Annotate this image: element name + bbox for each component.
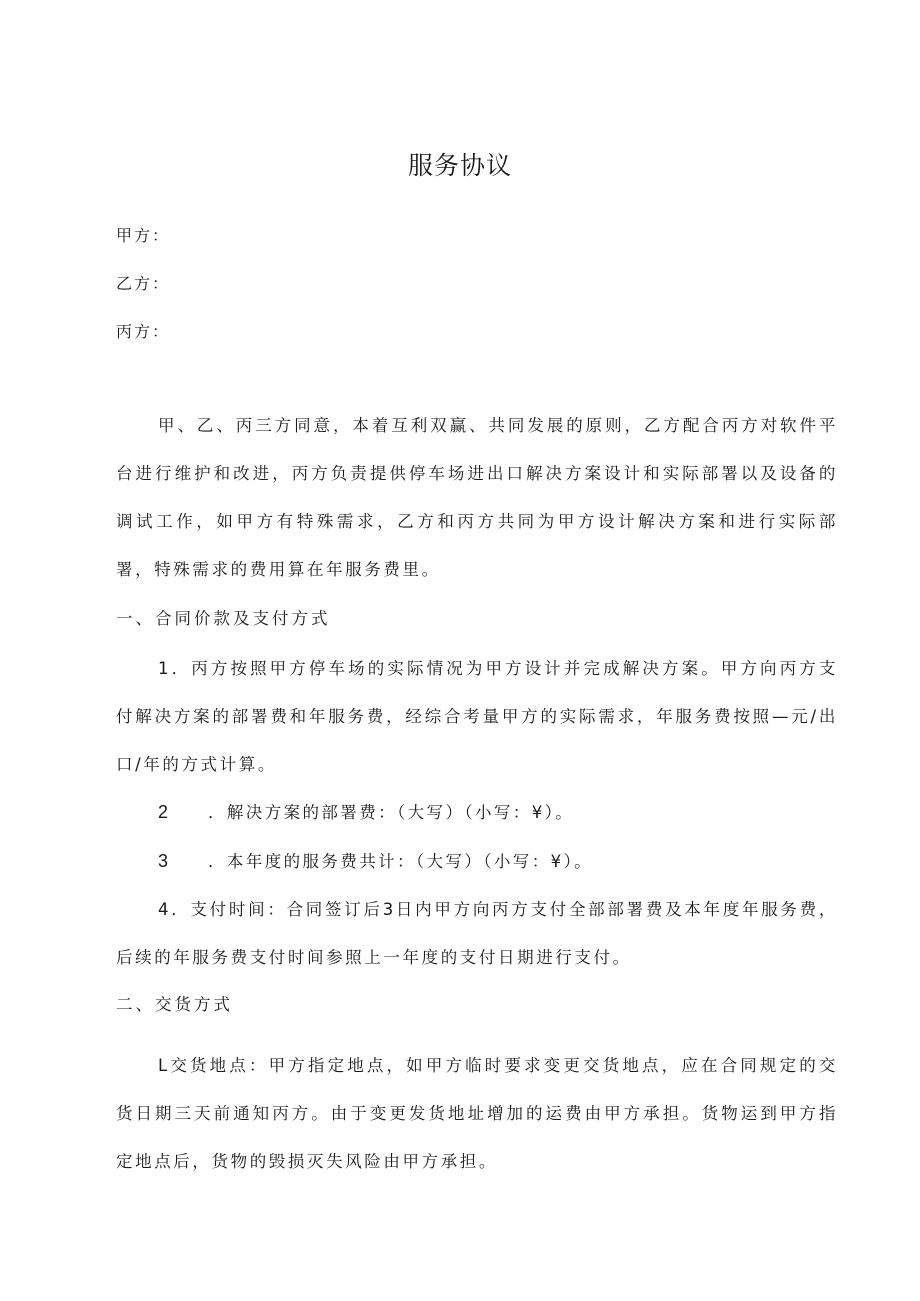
item-2-number: 2 bbox=[158, 802, 171, 822]
document-title: 服务协议 bbox=[407, 151, 512, 180]
item-2-text: ．解决方案的部署费：（大写）（小写：¥）。 bbox=[208, 803, 575, 822]
section-1-item-3 bbox=[158, 846, 593, 877]
intro-paragraph: 甲、乙、丙三方同意，本着互利双赢、共同发展的原则，乙方配合丙方对软件平台进行维护和改进，丙方负责提供停车场进出口解决方案设计和实际部署以及设备的调试工作，如甲方有特殊需求，乙方和丙方共同为甲方设计解决方案和进行实际部署，特殊需求的费用算在年服务费里。 bbox=[116, 416, 838, 579]
section-1-item-2 bbox=[158, 797, 574, 828]
party-c-label: 丙方： bbox=[116, 322, 171, 341]
item-3-text: ．本年度的服务费共计：（大写）（小写：¥）。 bbox=[208, 852, 594, 871]
section-1-item-4: 4．支付时间：合同签订后3日内甲方向丙方支付全部部署费及本年度年服务费，后续的年服务费支付时间参照上一年度的支付日期进行支付。 bbox=[116, 900, 838, 967]
party-a-label: 甲方： bbox=[116, 226, 171, 245]
section-2-heading: 二、交货方式 bbox=[116, 995, 233, 1014]
party-b-label: 乙方： bbox=[116, 274, 171, 293]
section-1-heading: 一、合同价款及支付方式 bbox=[116, 609, 331, 628]
section-1-item-1: 1．丙方按照甲方停车场的实际情况为甲方设计并完成解决方案。甲方向丙方支付解决方案的部署费和年服务费，经综合考量甲方的实际需求，年服务费按照—元/出口/年的方式计算。 bbox=[116, 659, 838, 774]
item-3-number: 3 bbox=[158, 851, 171, 871]
section-2-item-1: L交货地点：甲方指定地点，如甲方临时要求变更交货地点，应在合同规定的交货日期三天前通知丙方。由于变更发货地址增加的运费由甲方承担。货物运到甲方指定地点后，货物的毁损灭失风险由甲方承担。 bbox=[116, 1056, 838, 1171]
